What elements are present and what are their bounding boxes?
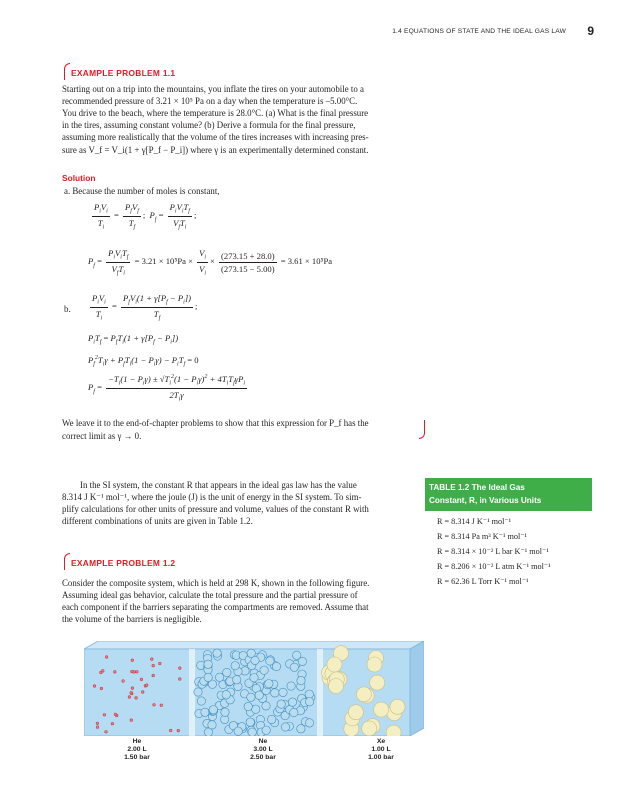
- he-compartment: [84, 649, 192, 736]
- equation-b3: $P_f^2T_i\gamma + P_fT_i(1 - P_i\gamma) - P_iT_f = 0$: [88, 355, 199, 368]
- atom: [151, 658, 154, 661]
- atom: [96, 726, 99, 729]
- atom: [290, 708, 298, 716]
- table-row: R = 62.36 L Torr K⁻¹ mol⁻¹: [437, 577, 529, 586]
- atom: [130, 691, 133, 694]
- atom: [122, 680, 125, 683]
- atom: [367, 657, 382, 672]
- si-paragraph-line: plify calculations for other units of pressure and volume, values of the constant R with: [62, 504, 369, 514]
- atom: [260, 666, 268, 674]
- example-title: EXAMPLE PROBLEM 1.2: [71, 558, 176, 568]
- example-title: EXAMPLE PROBLEM 1.1: [71, 68, 176, 78]
- equation-b2: $P_iT_f = P_fT_i(1 + \gamma[P_f - P_i])$: [88, 333, 179, 346]
- atom: [160, 704, 163, 707]
- atom: [103, 714, 106, 717]
- atom: [130, 719, 133, 722]
- gas-name: Ne: [258, 738, 268, 745]
- table-subtitle: Constant, R, in Various Units: [429, 496, 542, 505]
- barrier: [317, 649, 323, 736]
- atom: [288, 698, 296, 706]
- atom: [208, 721, 216, 729]
- atom: [268, 715, 276, 723]
- si-paragraph-line: different combinations of units are given in Table 1.2.: [62, 516, 253, 526]
- atom: [281, 723, 289, 731]
- atom: [297, 676, 305, 684]
- atom: [93, 685, 96, 688]
- atom: [305, 719, 313, 727]
- section-title: 1.4 EQUATIONS OF STATE AND THE IDEAL GAS LAW: [392, 28, 566, 35]
- atom: [135, 697, 138, 700]
- atom: [223, 668, 231, 676]
- problem-line: Assuming ideal gas behavior, calculate the total pressure and the partial pressure of: [62, 590, 358, 600]
- atom: [290, 663, 298, 671]
- atom: [197, 697, 205, 705]
- problem-line: each component if the barriers separating the compartments are removed. Assume that: [62, 602, 369, 612]
- atom: [265, 680, 273, 688]
- atom: [152, 664, 155, 667]
- atom: [131, 687, 134, 690]
- problem-line: Starting out on a trip into the mountains, you inflate the tires on your automobile to a: [62, 84, 364, 94]
- atom: [222, 691, 230, 699]
- closing-line: correct limit as γ → 0.: [62, 431, 142, 441]
- atom: [262, 702, 270, 710]
- atom: [356, 687, 371, 702]
- atom: [153, 704, 156, 707]
- atom: [105, 731, 108, 734]
- gas-volume: 3.00 L: [253, 746, 273, 754]
- equation-ratio: $\frac{P_iV_i}{T_i}$ = $\frac{P_fV_f}{T_f}$ ; $P_f$ = $\frac{P_iV_iT_f}{V_fT_i}$ ;: [94, 202, 197, 231]
- table-row: R = 8.314 J K⁻¹ mol⁻¹: [437, 517, 512, 526]
- equation-final-pressure: $P_f$ = $\frac{P_iV_iT_f}{V_fT_i}$ = 3.21 × 10⁵Pa × $\frac{V_i}{V_i}$ × $\frac{(273.15 + 28.0)}{(273.15 - 5.00)}$ = 3.61 × 10⁵Pa: [88, 248, 333, 277]
- atom: [248, 728, 256, 736]
- atom: [213, 649, 221, 657]
- problem-line: assuming more realistically that the volume of the tires increases with increasing pres-: [62, 132, 369, 142]
- problem-line: the volume of the barriers is negligible.: [62, 614, 202, 624]
- atom: [114, 671, 117, 674]
- atom: [133, 671, 136, 674]
- problem-line: Consider the composite system, which is held at 298 K, shown in the following figure.: [62, 578, 370, 588]
- page-number: 9: [587, 24, 594, 38]
- atom: [136, 671, 139, 674]
- atom: [390, 699, 405, 714]
- si-paragraph-line: In the SI system, the constant R that appears in the ideal gas law has the value: [80, 480, 357, 490]
- atom: [297, 725, 305, 733]
- atom: [128, 696, 131, 699]
- he-label: [107, 738, 167, 763]
- atom: [250, 674, 258, 682]
- gas-pressure: 1.00 bar: [368, 754, 394, 762]
- gas-name: Xe: [376, 738, 386, 745]
- table-row: R = 8.314 × 10⁻² L bar K⁻¹ mol⁻¹: [437, 547, 549, 556]
- atom: [131, 659, 134, 662]
- atom: [179, 667, 182, 670]
- atom: [247, 649, 255, 657]
- si-paragraph-line: 8.314 J K⁻¹ mol⁻¹, where the joule (J) is the unit of energy in the SI system. To sim-: [62, 492, 362, 502]
- atom: [194, 688, 202, 696]
- atom: [179, 678, 182, 681]
- atom: [246, 718, 254, 726]
- example-bracket-top: [64, 553, 70, 570]
- table-header: [425, 478, 592, 511]
- atom: [271, 689, 279, 697]
- atom: [96, 722, 99, 725]
- gas-pressure: 1.50 bar: [124, 754, 150, 762]
- gas-name: He: [132, 738, 142, 745]
- atom: [348, 705, 363, 720]
- atom: [374, 702, 389, 717]
- equation-b4: $P_f$ = $\frac{-T_i(1 - P_i\gamma) \pm √T_i^2(1 - P_i\gamma)^2 + 4T_iT_f\gamma P_i}{2T_i\gamma}$: [88, 374, 246, 403]
- atom: [244, 702, 252, 710]
- closing-line: We leave it to the end-of-chapter problems to show that this expression for P_f has the: [62, 418, 369, 428]
- table-row: R = 8.314 Pa m³ K⁻¹ mol⁻¹: [437, 532, 527, 541]
- atom: [100, 687, 103, 690]
- atom: [209, 706, 217, 714]
- atom: [279, 688, 287, 696]
- atom: [305, 698, 313, 706]
- atom: [221, 708, 229, 716]
- example-bracket-top: [64, 63, 70, 80]
- atom: [327, 657, 342, 672]
- atom: [252, 705, 260, 713]
- atom: [114, 713, 117, 716]
- atom: [370, 675, 385, 690]
- problem-line: You drive to the beach, where the temperature is 28.0°C. (a) What is the final pressure: [62, 108, 369, 118]
- atom: [140, 678, 143, 681]
- ne-label: [233, 738, 293, 763]
- gas-pressure: 2.50 bar: [250, 754, 276, 762]
- example-bracket-end: [419, 420, 425, 439]
- atom: [277, 700, 285, 708]
- problem-line: recommended pressure of 3.21 × 10⁵ Pa on a day when the temperature is –5.00°C.: [62, 96, 358, 106]
- table-row: R = 8.206 × 10⁻² L atm K⁻¹ mol⁻¹: [437, 562, 551, 571]
- atom: [329, 679, 344, 694]
- problem-line: in the tires, assuming constant volume? (b) Derive a formula for the final pressure,: [62, 120, 356, 130]
- atom: [293, 651, 301, 659]
- problem-line: sure as V_f = V_i(1 + γ[P_f − P_i]) where γ is an experimentally determined constant.: [62, 145, 369, 155]
- solution-heading: Solution: [62, 173, 96, 183]
- solution-part-b: b.: [64, 304, 71, 314]
- equation-b1: $\frac{P_iV_i}{T_i}$ = $\frac{P_fV_i(1 + \gamma[P_f - P_i])}{T_f}$ ;: [92, 293, 198, 322]
- atom: [152, 674, 155, 677]
- running-header: [0, 26, 626, 40]
- atom: [305, 690, 313, 698]
- atom: [141, 691, 144, 694]
- atom: [102, 670, 105, 673]
- gas-volume: 1.00 L: [371, 746, 391, 754]
- atom: [169, 729, 172, 732]
- solution-part-a: a. Because the number of moles is constant,: [64, 186, 220, 196]
- atom: [287, 682, 295, 690]
- atom: [231, 662, 239, 670]
- gas-compartments-figure: [84, 641, 424, 736]
- atom: [204, 660, 212, 668]
- atom: [201, 708, 209, 716]
- atom: [177, 729, 180, 732]
- atom: [215, 673, 223, 681]
- atom: [145, 684, 148, 687]
- atom: [159, 662, 162, 665]
- table-title: TABLE 1.2 The Ideal Gas: [429, 483, 525, 492]
- atom: [234, 727, 242, 735]
- atom: [262, 726, 270, 734]
- atom: [362, 721, 377, 736]
- atom: [204, 673, 212, 681]
- atom: [233, 676, 241, 684]
- atom: [105, 656, 108, 659]
- atom: [247, 693, 255, 701]
- atom: [266, 657, 274, 665]
- gas-volume: 2.00 L: [127, 746, 147, 754]
- atom: [111, 722, 114, 725]
- atom: [255, 691, 263, 699]
- xe-label: [351, 738, 411, 763]
